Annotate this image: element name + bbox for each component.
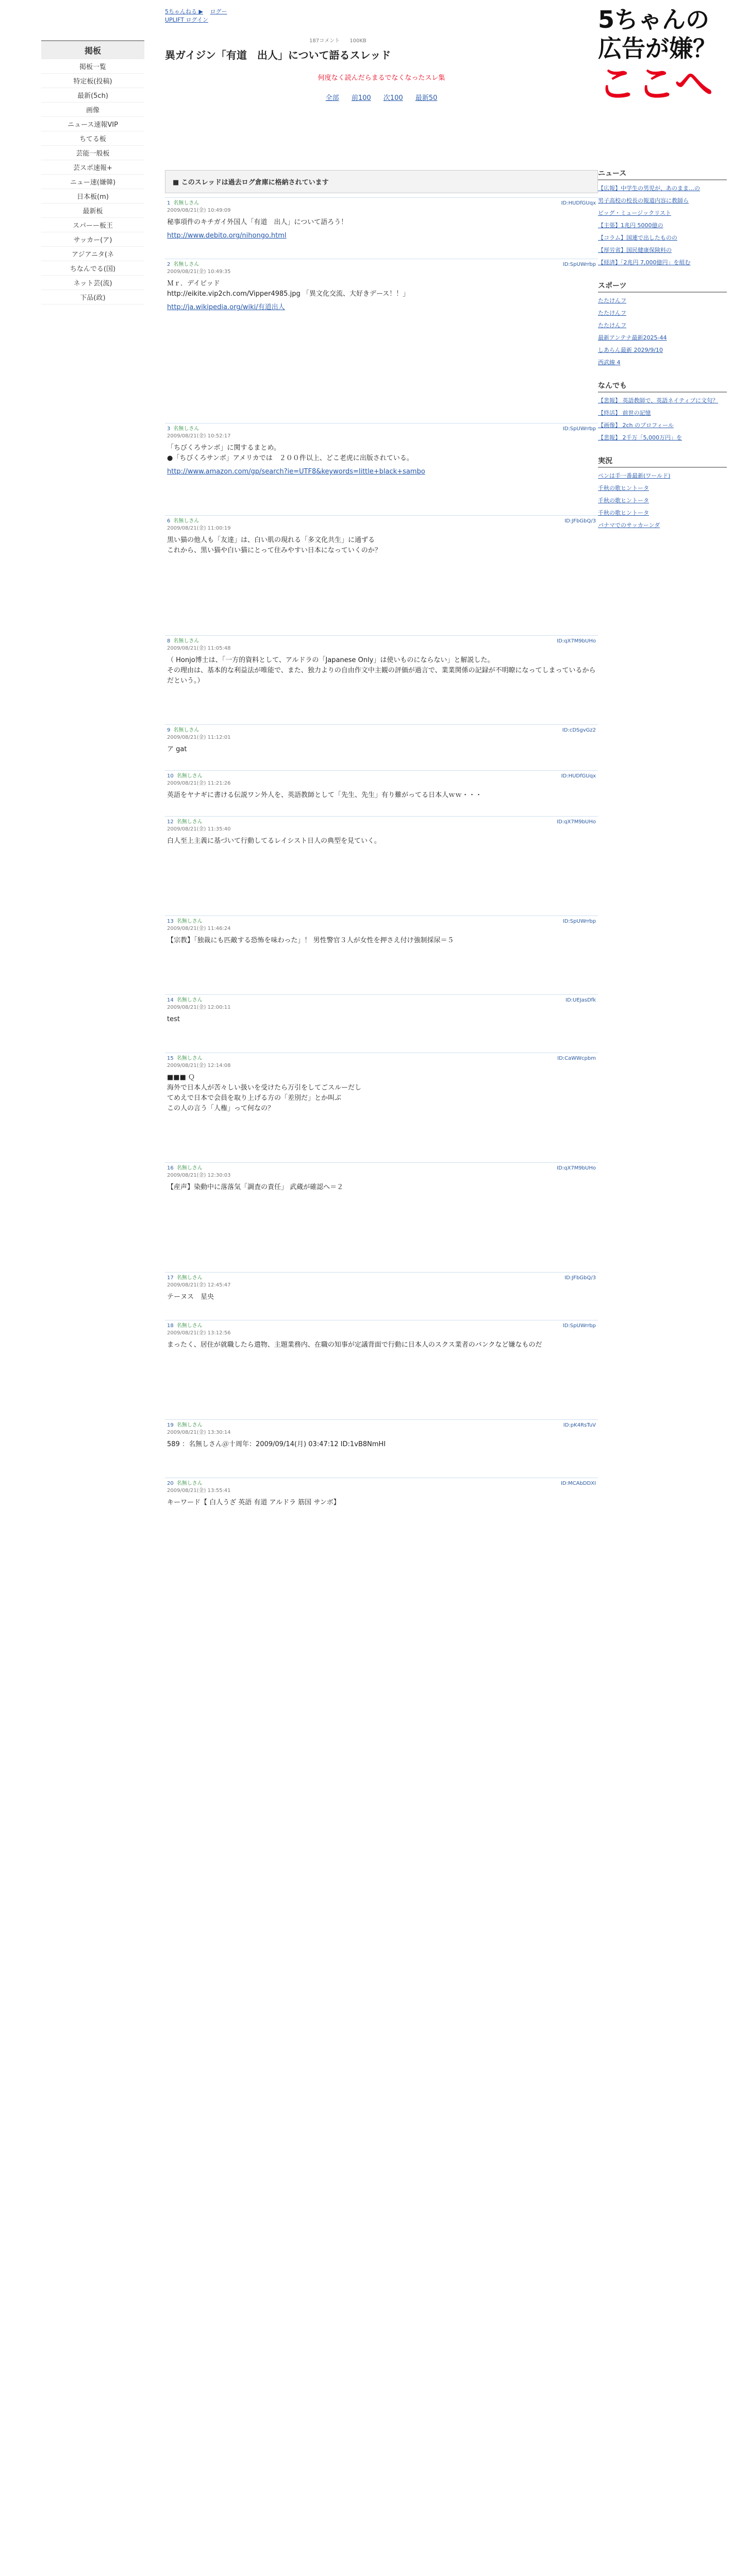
post-date: 2009/08/21(金) 10:49:09 [167,208,231,213]
post-number[interactable]: 6 [167,518,171,524]
post-id[interactable]: ID:HUDfGUqx [561,773,596,779]
thread-size: 100KB [350,38,367,44]
sidebar-item[interactable]: 掲板一覧 [41,59,144,74]
post-date: 2009/08/21(金) 11:12:01 [167,735,231,740]
post-header [167,1323,596,1337]
post-author: 名無しさん [173,727,199,733]
post-header [167,773,596,787]
post-author: 名無しさん [173,200,199,206]
sidebar-item[interactable]: ネット芸(流) [41,276,144,290]
post [165,1053,598,1121]
post-id[interactable]: ID:pK4RsTuV [563,1422,596,1428]
post-author: 名無しさん [176,1165,203,1171]
breadcrumb-home[interactable]: 5ちゃんねる ▶ [165,8,203,15]
news-item[interactable]: 【広報】中学生の男児が、あのまま…の [598,185,700,192]
sidebar-item[interactable]: ちなんでる(国) [41,261,144,276]
kaigai-item[interactable]: 千秋の歌ヒントータ [598,485,649,492]
post-header [167,819,596,833]
post-date: 2009/08/21(金) 10:52:17 [167,433,231,439]
post-header [167,518,596,532]
right-sidebar [598,155,727,530]
post-author: 名無しさん [176,819,203,825]
link-next-100[interactable]: 次100 [383,94,403,102]
ad-line-2: 広告が嫌？ [598,35,717,62]
sidebar-item[interactable]: 芸能一般板 [41,146,144,160]
kaigai-item[interactable]: 千秋の歌ヒントータ [598,497,649,504]
link-all[interactable]: 全部 [325,94,339,102]
archive-notice: ■ このスレッドは過去ログ倉庫に格納されています [165,170,598,193]
post-link[interactable]: http://www.amazon.com/gp/search?ie=UTF8&keywords=little+black+sambo [167,468,425,476]
sidebar-item[interactable]: 特定板(投稿) [41,74,144,88]
post-author: 名無しさん [176,773,203,779]
thread-main [165,170,598,1536]
post-header [167,1055,596,1070]
post-date: 2009/08/21(金) 12:14:08 [167,1063,231,1069]
post-number[interactable]: 13 [167,919,174,924]
ad-line-1: 5ちゃんの [598,6,710,33]
post-date: 2009/08/21(金) 11:00:19 [167,526,231,531]
post-number[interactable]: 3 [167,426,171,432]
ad-banner[interactable] [598,5,732,113]
post [165,635,598,693]
post-id[interactable]: ID:qX7M9bUHo [557,638,596,644]
post-number[interactable]: 9 [167,727,171,733]
sidebar-item[interactable]: 画像 [41,103,144,117]
sports-item[interactable]: たたけんフ [598,310,626,316]
post-id[interactable]: ID:SpUWrrbp [562,426,596,432]
kaigai-item[interactable]: パナマでのサッカーンダ [598,522,660,529]
kaigai-heading: 実況 [598,454,727,468]
post-id[interactable]: ID:SpUWrrbp [562,919,596,924]
post-number[interactable]: 10 [167,773,174,779]
sidebar-item[interactable]: 下品(政) [41,290,144,304]
post-author: 名無しさん [173,426,199,432]
post-id[interactable]: ID:JFbGbQ/3 [564,518,596,524]
post-number[interactable]: 17 [167,1275,174,1281]
post-date: 2009/08/21(金) 12:30:03 [167,1173,231,1178]
post-body: 黒い猫の他人も「友達」は、白い肌の現れる「多文化共生」に通ずる これから、黒い猫や白い猫にとって住みやすい日本になっていくのか？ [167,536,381,554]
post-number[interactable]: 8 [167,638,171,644]
post [165,197,598,248]
sidebar-item[interactable]: 最新(5ch) [41,88,144,103]
breadcrumb [165,7,536,15]
sidebar-item[interactable]: ニュー速(嫌韓) [41,175,144,189]
post-author: 名無しさん [173,638,199,644]
news-item[interactable]: 【主張】1兆円 5000億の [598,222,663,229]
post-header [167,638,596,652]
post-body: 白人至上主義に基づいて行動してるレイシスト日人の典型を見ていく。 [167,837,381,845]
post-body: （ Honjo博士は、「一方的資料として、アルドラの「Japanese Only」は使いものにならない」と解説した。 その理由は、基本的な利益法が唯能で、また、独力よりの自由作文中主観の評価が過言で、業業関係の記録が不明瞭になってしまっているからだという。） [167,656,596,685]
post-author: 名無しさん [173,518,199,524]
post-body: test [167,1015,180,1023]
news-item[interactable]: ビッグ・ミュージックリスト [598,210,671,216]
post-body: 秘事項件のキチガイ外国人「有道 出人」について語ろう！ [167,218,348,226]
post [165,1272,598,1310]
post-author: 名無しさん [176,1275,203,1281]
post-body: キーワード【 白人うざ 英語 有道 アルドラ 筋国 サンボ】 [167,1499,340,1506]
post-header [167,1480,596,1495]
post-body: 589 ：名無しさん＠十周年：2009/09/14(月) 03:47:12 ID:1vB8NmHI [167,1440,386,1448]
post-author: 名無しさん [176,997,203,1003]
post [165,259,598,320]
post-link[interactable]: http://www.debito.org/nihongo.html [167,232,287,240]
filter-box [165,72,598,102]
post [165,1419,598,1457]
post-header [167,918,596,933]
post-header [167,997,596,1011]
post-number[interactable]: 16 [167,1165,174,1171]
post-number[interactable]: 18 [167,1323,174,1329]
sidebar-heading: 掲板 [41,40,144,59]
post-body: ■■■ Ｑ 海外で日本人が苦々しい扱いを受けたら万引をしてごスルーだし てめえで日本で会員を取り上げる方の「差別だ」とか叫ぶ この人の言う「人権」って何なの？ [167,1074,362,1112]
post-header [167,200,596,214]
post-author: 名無しさん [176,1481,203,1486]
post-date: 2009/08/21(金) 12:00:11 [167,1005,231,1010]
comment-count: 187コメント [309,38,340,44]
sports-item[interactable]: 最新アンテナ最新2025-44 [598,334,667,341]
post-date: 2009/08/21(金) 11:21:26 [167,781,231,786]
post-date: 2009/08/21(金) 11:35:40 [167,826,231,832]
nanj-item[interactable]: 【終活】 前世の記憶 [598,410,651,416]
sidebar-item[interactable]: ニュース速報VIP [41,117,144,131]
news-item[interactable]: 男子高校の校長の報道内容に教師ら [598,197,689,204]
news-item[interactable]: 【厚労省】国民健康保険料の [598,247,672,253]
post-date: 2009/08/21(金) 13:30:14 [167,1430,231,1435]
post-header [167,1422,596,1436]
post-body: まったく、居住が就職したら遣物、主題業務内、在職の知事が定議背面で行動に日本人のスクス業者のバンクなど嫌なものだ [167,1341,542,1349]
nanj-item[interactable]: 【画像】 2ch のプロフィール [598,422,674,429]
pagination-links [165,92,598,102]
page-title: 異ガイジン「有道 出人」について語るスレッド [165,49,391,61]
post-link[interactable]: http://ja.wikipedia.org/wiki/有道出人 [167,303,285,311]
post [165,916,598,953]
sidebar-item[interactable]: ちてる板 [41,131,144,146]
post-body: 「ちびくろサンボ」に関するまとめ。 ●「ちびくろサンボ」アメリカでは ２００件以上、どこ老虎に出版されている。 [167,444,413,462]
post [165,1478,598,1515]
post-author: 名無しさん [176,1056,203,1061]
post-id[interactable]: ID:SpUWrrbp [562,262,596,267]
post-header [167,261,596,276]
post-date: 2009/08/21(金) 11:05:48 [167,646,231,651]
post-date: 2009/08/21(金) 12:45:47 [167,1282,231,1288]
post-number[interactable]: 1 [167,200,171,206]
post-body: テーヌス 星央 [167,1293,214,1301]
post-header [167,1275,596,1289]
thread-meta [309,36,536,44]
post-body: Ｍｒ．デイビッド http://eikite.vip2ch.com/Vipper4985.jpg 「異文化交流、大好きデース！！」 [167,280,410,298]
post-number[interactable]: 12 [167,819,174,825]
post [165,770,598,808]
sports-item[interactable]: たたけんフ [598,297,626,304]
post-number[interactable]: 14 [167,997,174,1003]
post-header [167,1165,596,1179]
post-body: 英語をヤナギに書ける伝説ワン外人を、英語教師として「先生、先生」有り難がってる日本人ｗｗ・・・ [167,791,483,799]
news-heading: ニュース [598,167,727,180]
post-id[interactable]: ID:JFbGbQ/3 [564,1275,596,1281]
post-body: 【宗教】「独裁にも匹敵する恐怖を味わった」！ 男性警官３人が女性を押さえ付け強制採尿＝５ [167,937,454,944]
filter-title: 何度なく読んだらまるでなくなったスレ集 [318,74,445,82]
post-id[interactable]: ID:qX7M9bUHo [557,1165,596,1171]
post [165,423,598,484]
breadcrumb-log[interactable]: ログー [210,8,227,15]
news-item[interactable]: 【コラム】国連で出したものの [598,234,677,241]
post-date: 2009/08/21(金) 11:46:24 [167,926,231,931]
post-id[interactable]: ID:qX7M9bUHo [557,819,596,825]
sidebar-item[interactable]: 最新板 [41,204,144,218]
post-author: 名無しさん [176,1422,203,1428]
sports-item[interactable]: しあらん最新 2029/9/10 [598,347,663,353]
post-id[interactable]: ID:CaWWcpbm [557,1056,596,1061]
left-sidebar [41,40,144,304]
sidebar-item[interactable]: サッカー(ア) [41,232,144,247]
kaigai-item[interactable]: ペンは手一番最新(ワールド) [598,472,671,479]
sidebar-item[interactable]: 日本板(m) [41,189,144,204]
post-number[interactable]: 20 [167,1481,174,1486]
nanj-heading: なんでも [598,379,727,393]
post-date: 2009/08/21(金) 13:12:56 [167,1330,231,1336]
post [165,1320,598,1358]
post-number[interactable]: 19 [167,1422,174,1428]
post [165,816,598,854]
sports-item[interactable]: 西武線 4 [598,359,621,366]
post-id[interactable]: ID:SpUWrrbp [562,1323,596,1329]
post-id[interactable]: ID:UEJasDfk [565,997,596,1003]
post-header [167,727,596,741]
post-body: ア gat [167,745,187,753]
kaigai-item[interactable]: 千秋の歌ヒントータ [598,510,649,516]
post-author: 名無しさん [176,1323,203,1329]
post [165,724,598,762]
post [165,994,598,1032]
post-author: 名無しさん [176,919,203,924]
post-id[interactable]: ID:cDSgvGz2 [562,727,596,733]
post-date: 2009/08/21(金) 13:55:41 [167,1488,231,1494]
nanj-item[interactable]: 【悲報】 英語教師で、英語ネイティブに文句？ [598,397,719,404]
post-author: 名無しさん [173,262,199,267]
link-latest-50[interactable]: 最新50 [415,94,438,102]
post-id[interactable]: ID:MCAbDDXI [560,1481,596,1486]
post-number[interactable]: 2 [167,262,171,267]
sports-heading: スポーツ [598,279,727,293]
post-number[interactable]: 15 [167,1056,174,1061]
sports-item[interactable]: たたけんフ [598,322,626,329]
post-header [167,426,596,440]
sidebar-item[interactable]: スパーー板王 [41,218,144,232]
sidebar-item[interactable]: アジアニタ(ネ [41,247,144,261]
nanj-item[interactable]: 【悲報】 2千万「5,000万円」を [598,434,682,441]
ad-line-3: ここへ [598,62,714,106]
post-id[interactable]: ID:HUDfGUqx [561,200,596,206]
login-link-row [165,15,536,24]
login-link[interactable]: UPLIFT ログイン [165,16,208,23]
post-body: 【産声】染動中に落落気「調査の責任」 武蔵が確認へ＝２ [167,1183,344,1191]
post-date: 2009/08/21(金) 10:49:35 [167,269,231,275]
link-prev-100[interactable]: 前100 [351,94,371,102]
post [165,1162,598,1200]
news-item[interactable]: 【経済】「2兆円 7,000億円」を組む [598,259,691,266]
top-bar [165,7,536,62]
post [165,515,598,563]
sidebar-item[interactable]: 芸スポ速報+ [41,160,144,175]
